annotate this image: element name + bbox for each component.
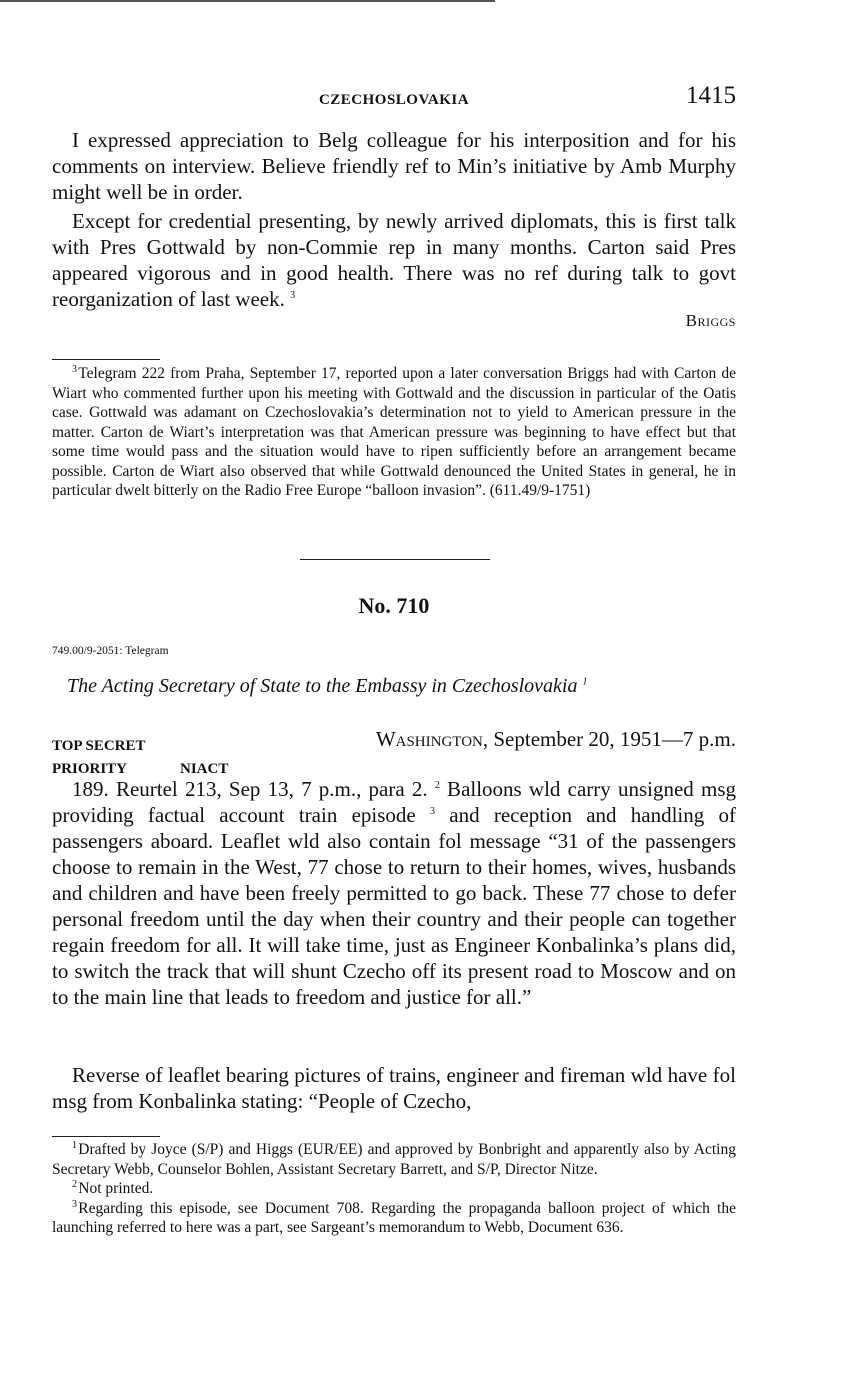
footnote-rule-2 — [52, 1136, 160, 1137]
footnote-2-marker: 2 — [72, 1178, 77, 1190]
telegram-paragraph-1 — [52, 776, 736, 1010]
document-title — [52, 675, 736, 698]
footnote-ref-2: 2 — [434, 780, 440, 791]
file-reference: 749.00/9-2051: Telegram — [52, 645, 169, 657]
footnote-marker: 3 — [72, 363, 77, 375]
signature: Briggs — [685, 311, 736, 330]
continued-paragraph-1: I expressed appreciation to Belg colleague for his interposition and for his comments on interview. Believe friendly ref to Min’s initiative by Amb Murphy might well be in order. — [52, 128, 736, 204]
telegram-paragraph-1-c: and reception and handling of passengers aboard. Leaflet wld also contain fol message “31 of the passengers choose to remain in the West, 77 chose to return to their homes, wives, husbands and children and have been freely permitted to go back. These 77 chose to defer personal freedom until the day when their country and their people can together regain freedom for all. It will take time, just as Engineer Konbalinka’s plans did, to switch the track that will shunt Czecho off its present road to Moscow and on to the main line that leads to freedom and justice for all.” — [52, 803, 737, 1009]
continued-paragraph-2 — [52, 208, 736, 312]
footnote-ref-3: 3 — [290, 290, 296, 301]
footnote-3-marker: 3 — [72, 1198, 77, 1210]
document-title-text: The Acting Secretary of State to the Embassy in Czechoslovakia — [67, 675, 578, 697]
dateline — [376, 727, 736, 752]
classification-block — [52, 735, 228, 781]
telegram-paragraph-1-b: Balloons wld carry unsigned msg providing factual account train episode — [52, 777, 737, 827]
footnote-1-text: Drafted by Joyce (S/P) and Higgs (EUR/EE) and approved by Bonbright and apparently also by Acting Secretary Webb, Counselor Bohlen, Assistant Secretary Barrett, and S/P, Director Nitze. — [52, 1141, 736, 1178]
telegram-paragraph-2: Reverse of leaflet bearing pictures of trains, engineer and fireman wld have fol msg from Konbalinka stating: “People of Czecho, — [52, 1063, 736, 1113]
telegram-paragraph-1-a: 189. Reurtel 213, Sep 13, 7 p.m., para 2. — [72, 777, 428, 801]
continued-paragraph-2-text: Except for credential presenting, by newly arrived diplomats, this is first talk with Pres Gottwald by non-Commie rep in many months. Carton said Pres appeared vigorous and in good health. There was no ref during talk to govt reorganization of last week. — [52, 209, 736, 311]
footnote-ref-1: 1 — [582, 676, 588, 688]
footnote-prev — [52, 364, 736, 501]
dateline-date: , September 20, 1951—7 p.m. — [482, 727, 736, 751]
document-number: No. 710 — [358, 593, 430, 618]
footnote-ref-3b: 3 — [430, 806, 435, 817]
footnote-rule — [52, 359, 160, 360]
page-number: 1415 — [686, 82, 736, 109]
footnote-text: Telegram 222 from Praha, September 17, reported upon a later conversation Briggs had with Carton de Wiart who commented further upon his meeting with Gottwald and the discussion in particular of the Oatis case. Gottwald was adamant on Czechoslovakia’s determination not to yield to American pressure in the matter. Carton de Wiart’s interpretation was that American pressure was beginning to have effect but that some time would pass and the situation would have to ripen sufficiently before an arrangement became possible. Carton de Wiart also observed that while Gottwald denounced the United States in general, he in particular dwelt bitterly on the Radio Free Europe “balloon invasion”. (611.49/9-1751) — [52, 365, 736, 499]
document-separator — [300, 559, 490, 560]
running-head — [52, 82, 736, 118]
footnote-3 — [52, 1199, 736, 1238]
footnote-1-marker: 1 — [72, 1139, 77, 1151]
footnote-3-text: Regarding this episode, see Document 708. Regarding the propaganda balloon project of which the launching referred to here was a part, see Sargeant’s memorandum to Webb, Document 636. — [52, 1199, 736, 1236]
priority: PRIORITY — [52, 761, 128, 777]
classification: TOP SECRET — [52, 738, 146, 754]
footnotes — [52, 1140, 736, 1238]
running-title: CZECHOSLOVAKIA — [318, 92, 470, 108]
top-edge-rule — [0, 0, 495, 2]
footnote-2 — [52, 1179, 736, 1199]
dateline-place: Washington — [375, 727, 483, 751]
niact: NIACT — [180, 761, 229, 777]
footnote-1 — [52, 1140, 736, 1179]
footnote-2-text: Not printed. — [78, 1180, 154, 1197]
